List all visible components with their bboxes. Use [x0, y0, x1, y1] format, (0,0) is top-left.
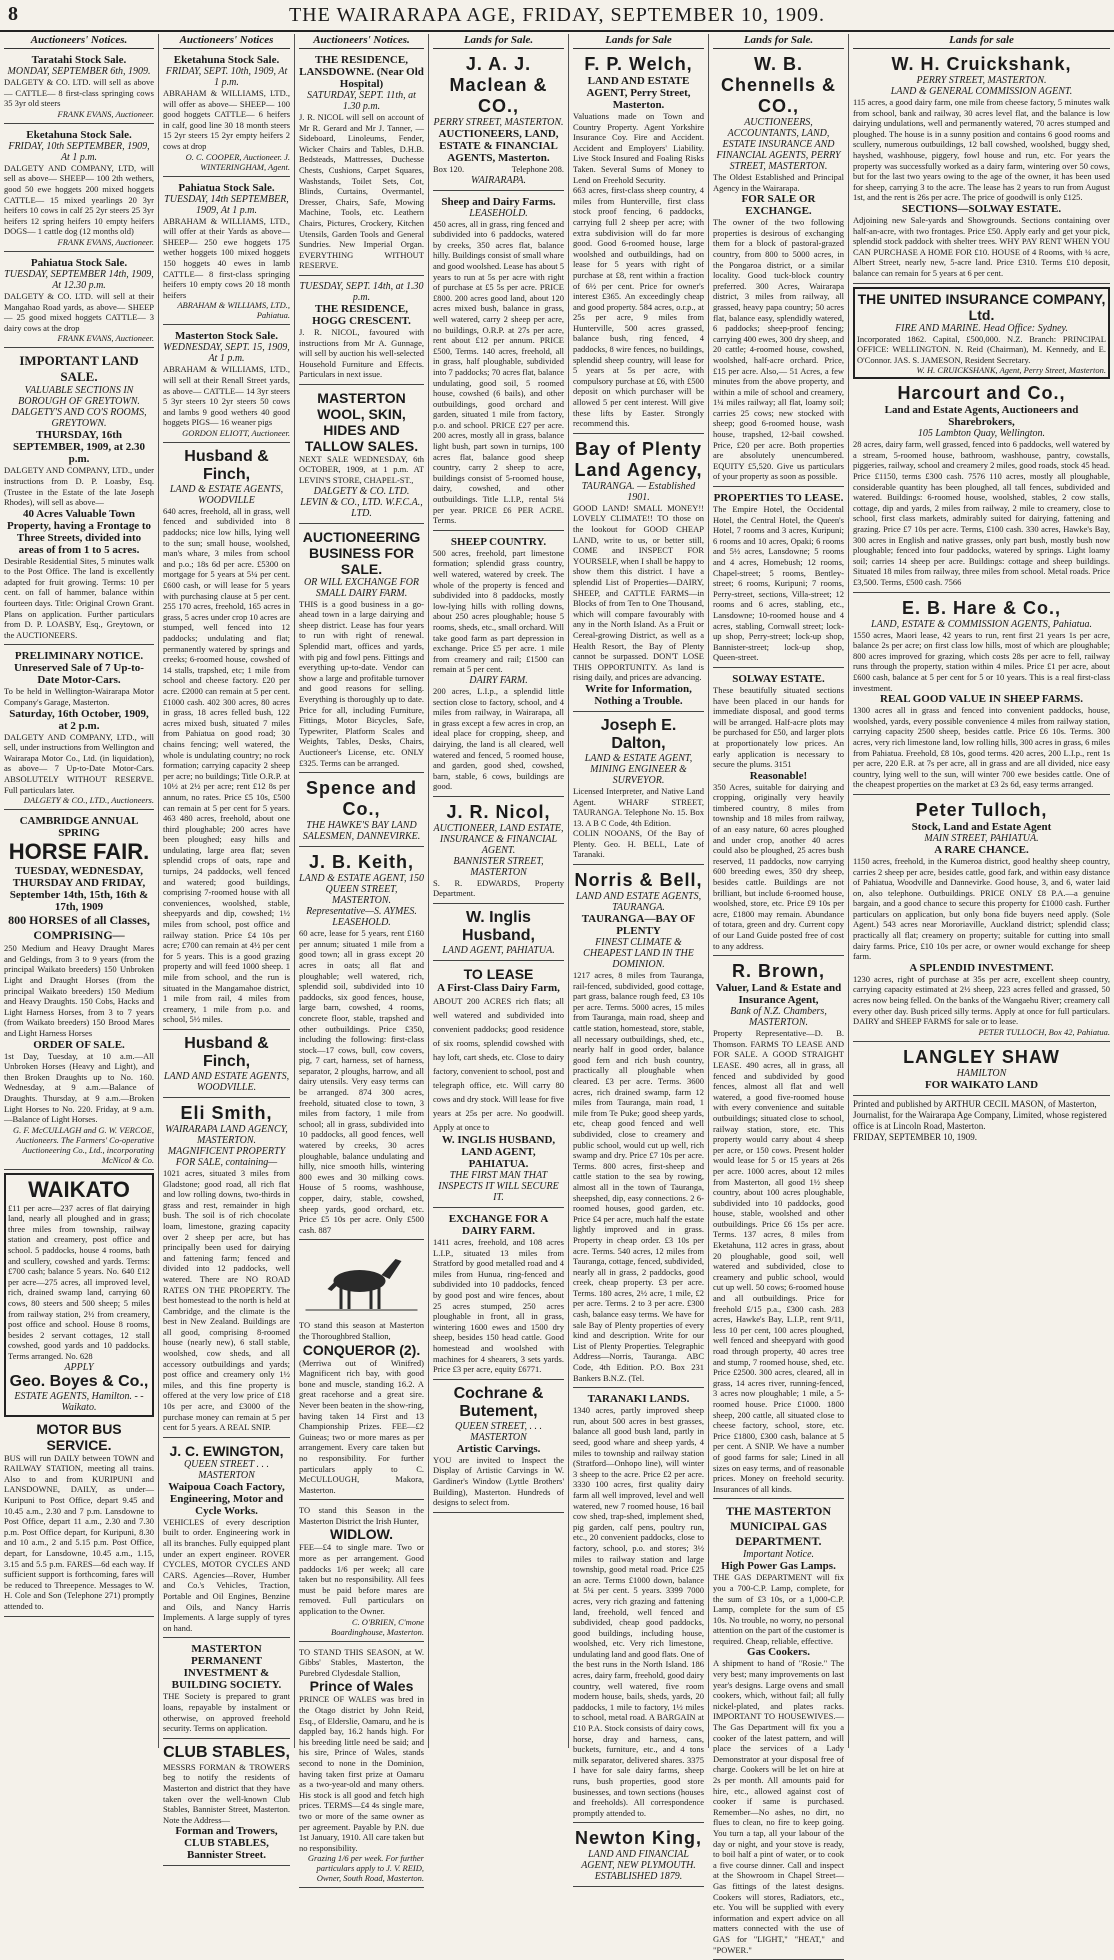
ad-subheading: PERRY STREET, MASTERTON.: [916, 75, 1047, 86]
ad-harcourt-co: [853, 381, 1110, 592]
ad-subheading: A First-Class Dairy Farm,: [437, 982, 560, 995]
ad-date: Saturday, 16th October, 1909, at 2 p.m.: [9, 707, 149, 732]
ad-heading: Eketahuna Stock Sale.: [26, 128, 132, 141]
ad-body: 1021 acres, situated 3 miles from Gladstone; good road, all rich flat and low rolling downs, two-thirds in grass and rest, remainder in high bush. The soil is of rich chocolate loam, limestone, grazing capacity over 2 sheep per acre, but has principally been used for dairying and fattening farm; fenced and divided into 12 paddocks, well watered. There are NO ROAD RATES ON THE PROPERTY. The best homestead to the north is held at Cambridge, and the climate is the best in New Zealand. Buildings are all good, comprising 8-roomed house (nearly new), 6 stall stable, woolshed, cow sheds, and all accessory outbuildings and yards; post office and creamery only 1½ miles, and this fine property is offered at the very low price of £18 10s per acre, and £3000 of the purchase money can remain at 5 per cent for 5 years. A REAL SNIP.: [163, 1167, 290, 1433]
ad-sheep-country: [433, 534, 564, 797]
ad-subheading: SECTIONS—SOLWAY ESTATE.: [901, 202, 1062, 215]
ad-signature: FRANK EVANS, Auctioneer.: [57, 236, 154, 247]
ad-heading: A RARE CHANCE.: [934, 843, 1029, 856]
ad-heading: Masterton Stock Sale.: [175, 330, 278, 343]
ad-body: DALGETY & CO. LTD. will sell at their Mangahao Road yards, as above— SHEEP— 25 good mixed hoggets CATTLE— 3 dairy cows at the drop: [4, 290, 154, 333]
masthead: [0, 0, 1114, 32]
ad-subheading: FIRE AND MARINE. Head Office: Sydney.: [895, 322, 1068, 334]
ad-body: DALGETY AND COMPANY, LTD., will sell, under instructions from Wellington and Wairarapa Motor Co., Ltd. (in liquidation), as above— 7 Up-to-Date Motor-Cars. ABSOLUTELY WITHOUT RESERVE. Full particulars later.: [4, 731, 154, 795]
ad-display-title: Joseph E. Dalton,: [600, 716, 677, 752]
ad-body: YOU are invited to Inspect the Display of Artistic Carvings in W. Gardiner's Window (Lyttle Brothers' Building), Masterton. Hundreds of designs to select from.: [433, 1454, 564, 1508]
ad-subheading: LAND & ESTATE AGENTS, WOODVILLE: [169, 483, 284, 506]
ad-signature: Grazing 1/6 per week. For further particulars apply to J. V. REID, Owner, South Road, Masterton.: [307, 1853, 424, 1884]
ad-body: Incorporated 1862. Capital, £500,000. N.Z. Branch: PRINCIPAL OFFICE: WELLINGTON. N. Reid (Chairman), M. Kennedy, and E. O'Connor. JAS. S. JAMESON, Resident Secretary.: [857, 333, 1106, 365]
section-heading: Lands for sale: [853, 34, 1110, 49]
ad-display-title: J. A. J. Maclean & CO.,: [449, 54, 548, 116]
ad-subheading: DAIRY FARM.: [469, 674, 528, 686]
ad-signature: O. C. COOPER, Auctioneer. J. WINTERINGHAM, Agent.: [185, 151, 290, 172]
ad-subheading: BANNISTER STREET, MASTERTON: [453, 855, 544, 878]
ad-joseph-dalton: [573, 715, 704, 865]
ad-display-title: CLUB STABLES,: [163, 1743, 290, 1761]
ad-display-title: THE MASTERTON MUNICIPAL GAS DEPARTMENT.: [725, 1504, 832, 1549]
ad-heading: Important Notice.: [742, 1549, 815, 1561]
ad-signature: G. F. McCULLAGH and G. W. VERCOE, Auctioneers. The Farmers' Co-operative Auctioneering Co., Ltd., incorporating McNicol & Co.: [13, 1124, 154, 1165]
ad-signature: COLIN NOOANS, Of the Bay of Plenty. Geo. H. BELL, Late of Taranaki.: [573, 828, 704, 860]
ad-subheading: PERRY STREET, MASTERTON.: [433, 117, 564, 128]
ad-display-title: Husband & Finch,: [184, 447, 269, 483]
ad-date: SATURDAY, SEPT. 11th, at 1.30 p.m.: [307, 90, 416, 112]
ad-subheading: FOR WAIKATO LAND: [924, 1078, 1039, 1091]
ad-subheading: MAGNIFICENT PROPERTY FOR SALE, containing—: [167, 1145, 286, 1168]
ad-display-title: AUCTIONEERING BUSINESS FOR SALE.: [302, 528, 421, 577]
ad-body: 450 acres, all in grass, ring fenced and subdivided into 6 paddocks, watered by creeks, 350 acres flat, balance hilly. Buildings consist of small whare and good woolshed. Lease has about 5 years to run at 5s per acre with right of purchase at £5 5s per acre. PRICE £800. 200 acres good land, about 120 acres mixed bush, balance in grass, well watered, carry 2 sheep per acre, no buildings, O.R.P. at 27s per acre, rent about £12 per annum. PRICE £500, Terms. 140 acres, freehold, all in grass, half ploughable, subdivided into 7 paddocks; 70 acres flat, balance undulating, good soil, 5 roomed house, cowshed (6 bails), and other outbuildings, good orchard and garden, situated 1 mile from factory, p.o. and school. PRICE £27 per acre. 200 acres, mostly all in grass, balance light bush, part sown in turnips, 100 acres flat, balance good sheep country, carry 2 sheep to acre, buildings consist of 5-roomed house, dairy, cowshed, and other outbuildings. Title L.I.P., rental 5¼ per year. PRICE £6 PER ACRE. Terms.: [433, 218, 565, 526]
ad-subheading: LAND AGENT, PAHIATUA.: [442, 945, 555, 957]
ad-heading: Taratahi Stock Sale.: [31, 54, 127, 66]
ad-subheading: LAND AND ESTATE AGENTS, TAURANGA.: [575, 891, 702, 914]
ad-order-heading: ORDER OF SALE.: [33, 1038, 125, 1051]
ad-chennells-co: [713, 52, 844, 487]
ad-signature: FRANK EVANS, Auctioneer.: [57, 333, 154, 344]
ad-heading: THE RESIDENCE, HOGG CRESCENT.: [312, 302, 411, 327]
ad-spence-co: [299, 776, 424, 847]
ad-display-title: THE UNITED INSURANCE COMPANY, Ltd.: [857, 290, 1106, 323]
ad-signature: PETER TULLOCH, Box 42, Pahiatua.: [978, 1026, 1110, 1037]
ad-signature: FRANK EVANS, Auctioneer.: [57, 108, 154, 119]
ad-to-lease-dairy-farm: [433, 964, 564, 1208]
ad-body: Adjoining new Sale-yards and Showgrounds. Sections containing over half-an-acre, with two frontages. Price £50. Apply early and get your pick, splendid stock paddock with shelter trees. WHY PAY RENT WHEN YOU CAN PURCHASE A HOME FOR £10. HOUSE of 4 Rooms, with ¼ acre, Albert Street, nearly new, 5-acre land. Price £310. Terms £10 deposit, balance can remain for 5 years at 6 per cent.: [853, 214, 1110, 278]
ad-heading: FOR SALE OR EXCHANGE.: [741, 193, 816, 218]
ad-subheading: LAND AND ESTATE AGENT, Perry Street, Masterton.: [586, 75, 691, 111]
ad-signature: S. R. EDWARDS, Property Department.: [433, 877, 564, 899]
ad-body: Property Representative—D. B. Thomson. FARMS TO LEASE AND FOR SALE. A GOOD STRAIGHT LEASE. 490 acres, all in grass, all fenced and subdivided by good fences, almost all flat and well watered, a good five-roomed house with every convenience and suitable outbuildings; situated close to school, railway station, store, etc. This property would carry about 4 sheep per acre, or 150 cows. Present holder would lease for 5 or 15 years at 26s per acre. 1000 acres, about 12 miles from Masterton, all good 1½ sheep country, about 100 acres ploughable, subdivided into 10 paddocks, good house, stable, woolshed and other outbuildings. Price £6 15s per acre. Terms. 137 acres, 8 miles from Eketahuna, 112 acres in grass, about 20 ploughable, good soil, well watered and subdivided, close to creamery and public school, would cut up well. 50 cows; 6-roomed house and all outbuildings. Price for freehold £/15 p.a., £300 cash. 283 acres, Hawke's Bay, L.I.P., rent 9/11, less 10 per cent, 100 acres ploughed, well fenced and sheepyard with good road through property, 40 acres tree and stump, 7 roomed house, shed, etc. Price £2500. 300 acres, cleared, all in grass, 14 acres river, running-fenced, 3 acres now ploughable; 1 mile, a 5-roomed house. Price £1000. 1800 sheep, 200 cattle, all situated close to cheese factory, school, store, etc. Price £1800, £300 cash, balance at 5 per cent. A SNIP. We have a number of good farms for sale; Lined in all sizes on easy terms, and of reasonable prices. Money on freehold security. Insurances of all kinds.: [713, 1028, 844, 1494]
ad-subheading: MAIN STREET, PAHIATUA.: [924, 832, 1039, 844]
ad-widlow-hunter: [299, 1503, 424, 1641]
printer-imprint: [853, 1099, 1110, 1143]
ad-body: Desirable Residential Sites, 5 minutes walk to the Post Office. The land is excellently adapted for fruit growing. Terms: 10 per cent. on fall of hammer, balance within fourteen days. Title: Original Crown Grant. Plans on application. Further particulars from D. P. LOASBY, Esq., Greytown, or the AUCTIONEERS.: [4, 555, 154, 640]
ad-subheading: AUCTIONEERS, ACCOUNTANTS, LAND, ESTATE INSURANCE AND FINANCIAL AGENTS, PERRY STREET, MASTERTON.: [716, 117, 841, 172]
ad-subheading: 105 Lambton Quay, Wellington.: [917, 428, 1046, 440]
ad-subheading: DALGETY'S AND CO'S ROOMS, GREYTOWN.: [11, 407, 147, 430]
ad-pahiatua-stock-sale: [163, 180, 290, 326]
ad-wool-skin-sales: [299, 388, 424, 524]
ad-solway-estate: [713, 671, 844, 956]
ad-subheading: VALUABLE SECTIONS IN BOROUGH OF GREYTOWN.: [18, 385, 140, 408]
ad-sheep-dairy-farms: [433, 194, 564, 531]
ad-display-title: W. B. Chennells & CO.,: [720, 54, 837, 116]
ad-subheading: OR WILL EXCHANGE FOR SMALL DAIRY FARM.: [303, 576, 420, 599]
ad-contact-row: [433, 164, 564, 175]
ad-motor-bus-service: [4, 1419, 154, 1617]
ad-gas-department: [713, 1502, 844, 1960]
ad-body: To be held in Wellington-Wairarapa Motor Company's Garage, Masterton.: [4, 686, 154, 708]
section-heading: Auctioneers' Notices.: [4, 34, 154, 49]
ad-subheading: ESTABLISHED 1879.: [594, 1871, 683, 1883]
ad-subheading: Bank of N.Z. Chambers, MASTERTON.: [730, 1006, 827, 1029]
ad-town: WAIRARAPA.: [471, 174, 526, 186]
ad-body: 28 acres, dairy farm, well grassed, fenced into 6 paddocks, well watered by a stream, 5-roomed house, bathroom, washhouse, pantry, cowstalls, piggeries, railway, school and creamery 2 miles, good roads, stock 45 head. Price £1150, terms £300 cash. 7576 110 acres, mostly all ploughable, considerable quantity has been ploughed, all tall fences, subdivided and watered. Buildings: 6-roomed house, woolshed, stables, 2 cow stalls, cottage, dip and yards, 2 miles from railway, 2 mile to creamery, close to school, first class markets, admirably suited for dairying, fattening and grazing. Price £7 10s per acre. Terms, £100 cash. 330 acres, Hawke's Bay, 300 acres in English and native grasses, only part bush, mostly bush now ploughable; fenced into four paddocks, watered by springs. Light loamy soil; carries 14 sheep per acre. Buildings: cottage and sheep buildings. Situated 18 miles from railway, three miles from school. Metal roads. Price £3,500. Terms, £500 cash. 7566: [853, 439, 1110, 587]
ad-norris-bell: [573, 868, 704, 1388]
ad-masterton-stock-sale: [163, 328, 290, 443]
ad-subheading: Reasonable!: [749, 769, 808, 782]
ad-body: NEXT SALE WEDNESDAY, 6th OCTOBER, 1909, at 1 p.m. AT LEVIN'S STORE, CHAPEL-ST.,: [299, 453, 424, 486]
ad-body: The Oldest Established and Principal Agency in the Wairarapa.: [713, 172, 844, 193]
ad-preliminary-notice: [4, 648, 154, 810]
ad-horse-fair: [4, 813, 154, 1170]
ad-display-title: Prince of Wales: [309, 1678, 414, 1695]
ad-display-title: R. Brown,: [732, 961, 825, 982]
ad-display-title: W. H. Cruickshank,: [891, 54, 1072, 74]
ad-stallion-conqueror: [299, 1243, 424, 1500]
ad-body: 663 acres, first-class sheep country, 4 miles from Hunterville, first class stock proof fencing, 6 paddocks, carrying full 2 sheep per acre; with extra subdivision will do far more good. Good 6-roomed house, large woolshed and outbuildings, had on lease for 5 years with right of purchase at £8, rent within a fraction of 6½ per cent. Price for owner's interest £365. An exceedingly cheap and good property. 584 acres, o.r.p., at 25s per acre, 9 miles from Hunterville, 500 acres grassed, balance bush, ring fenced, 4 paddocks, 8 wire fences, no buildings, splendid sheep country, will lease for 5 years at 5s per acre, with compulsory purchase at £6, with £500 deposit on which purchaser will be allowed 5 per cent interest. Will give these lifts by Easter. Strongly recommend this.: [573, 185, 704, 429]
ad-date: WEDNESDAY, SEPT. 15, 1909, At 1 p.m.: [163, 342, 290, 365]
ad-jb-keith: [299, 850, 424, 1240]
ad-subheading: LAND AND FINANCIAL AGENT, NEW PLYMOUTH.: [581, 1849, 696, 1872]
ad-tagline: Write for Information, Nothing a Trouble.: [585, 682, 692, 707]
ad-subheading: Valuer, Land & Estate and Insurance Agent,: [715, 982, 842, 1007]
ad-body: 500 acres, freehold, part limestone formation; splendid grass country, well watered, watered by creek. The whole of the property is fenced and subdivided into 8 paddocks, mostly low-lying hills with rolling downs, about 250 acres ploughable; house 5 rooms, sheds, etc., small orchard. Will take good farm as part depression in exchange. Price £5 per acre. 1 mile from creamery and rail; £1500 can remain at 5 per cent.: [433, 547, 564, 675]
ad-signature: DALGETY & CO., LTD., Auctioneers.: [23, 795, 154, 806]
ad-fp-welch: [573, 52, 704, 434]
ad-body: GOOD LAND! SMALL MONEY!! LOVELY CLIMATE!! TO those on the lookout for GOOD CHEAP LAND, write to us, or better still, COME and INSPECT FOR YOURSELF, when I shall be happy to show them this district. I have a splendid List of Properties—DAIRY, SHEEP, and CATTLE FARMS—in Blocks of from Ten to One Thousand, which will compare favourably with any in the North Island. As a Fruit or Cereal-growing District, as well as a Health Resort, the Bay of Plenty cannot be surpassed. DON'T LOSE THIS OPPORTUNITY. As land is rising daily, and prices are advancing.: [573, 502, 704, 683]
column-3: [294, 34, 428, 1884]
ad-body: 1150 acres, freehold, in the Kumeroa district, good healthy sheep country, carries 2 sheep per acre, besides cattle, good fark, and within easy distance of Pahiatua, Woodville and Dannevirke. Good house, 3, and 6, water laid on, also telephone. Outbuildings. PRICE ONLY £8 P.A.—a genuine bargain, and a good chance to secure this property for £1000 cash. Further particulars on application, but only bona fide buyers need apply. (Sole Agent.) 543 acres near Mororiaville, Auckland district; splendid class; practically all flat; creamery on property; suitable for cutting into small dairy farms. Price, £10 10s per acre, or owner would exchange for sheep farm.: [853, 855, 1110, 962]
ad-body: ABRAHAM & WILLIAMS, LTD., will offer as above— SHEEP— 100 good hoggets CATTLE— 6 heifers in calf, good line 30 18 month steers 15 2yr steers 15 2yr empty heifers 2 cows at drop: [163, 88, 290, 151]
ad-united-insurance: [853, 287, 1110, 380]
ad-display-title: F. P. Welch,: [584, 54, 693, 74]
ad-heading: Pahiatua Stock Sale.: [178, 181, 275, 194]
ad-body: FEE—£4 to single mare. Two or more as per arrangement. Good paddocks 1/6 per week; all care taken but no responsibility. All fees must be paid before mares are removed. Full particulars on application to the Owner.: [299, 1542, 424, 1617]
ad-date: TUESDAY, WEDNESDAY, THURSDAY AND FRIDAY, September 14th, 15th, 16th & 17th, 1909: [9, 865, 149, 914]
ad-body: 1411 acres, freehold, and 108 acres L.I.P., situated 13 miles from Stratford by good metalled road and 4 miles from Hunua, ring-fenced and subdivided into 10 paddocks, fenced by good post and wire fences, about 25 acres stumped, 250 acres ploughable in front, all in grass, wintering 1600 ewes and 1500 dry sheep, besides 150 head cattle. Good homestead and woolshed with machines for 4 shearers, 3 sets yards. Price £3 per acre, equity £6771.: [433, 1237, 564, 1375]
ad-heading: Eketahuna Stock Sale.: [173, 54, 280, 66]
ad-club-stables: [163, 1742, 290, 1867]
ad-eb-hare: [853, 596, 1110, 795]
ad-display-title: J. C. EWINGTON,: [169, 1442, 284, 1459]
ad-display-title: J. B. Keith,: [308, 852, 414, 873]
section-heading: Auctioneers' Notices.: [299, 34, 424, 49]
ad-heading: SOLWAY ESTATE.: [732, 672, 825, 685]
ad-subheading: FINEST CLIMATE & CHEAPEST LAND IN THE DOMINION.: [583, 937, 694, 971]
ad-body: 1st Day, Tuesday, at 10 a.m.—All Unbroken Horses (Heavy and Light), and then Broken Draughts up to No. 160. Wednesday, at 9 a.m.—Balance of Draughts. Thursday, at 9 a.m.—Broken Light Horses to No. 220. Friday, at 9 a.m.—Balance of Light Horses.: [4, 1050, 154, 1125]
column-7: [848, 34, 1114, 1748]
ad-subheading: LAND & ESTATE AGENT, MINING ENGINEER & SURVEYOR.: [584, 752, 693, 786]
ad-heading: EXCHANGE FOR A DAIRY FARM.: [448, 1213, 549, 1238]
ad-body: £11 per acre—237 acres of flat dairying land, nearly all ploughed and in grass; three miles from township, railway station and creamery, post office and school. 5 paddocks, house 4 rooms, bath and scullery, cowshed and yards. Terms: £700 cash; balance 5 years. No. 640 £12 per acre—275 acres, all improved level, rich, drained swamp land, carrying 60 cows, 80 steers and 500 sheep; 5 miles from railway station, 2½ from creamery, post office and school. House 8 rooms, besides 2 servant cottages, 12 stall cowshed, good yards and 10 paddocks. Terms arranged. No. 628: [8, 1202, 150, 1361]
ad-subheading: AUCTIONEERS, LAND, ESTATE & FINANCIAL AGENTS, Masterton.: [438, 128, 559, 164]
ad-heading: Pahiatua Stock Sale.: [30, 256, 128, 269]
ad-subheading: TAURANGA. — Established 1901.: [581, 480, 696, 503]
ad-signature: ABRAHAM & WILLIAMS, LTD., Pahiatua.: [177, 300, 290, 321]
ad-body: 60 acre, lease for 5 years, rent £160 per annum; situated 1 mile from a good town; all in grass except 20 acres in oats; all flat and ploughable; well watered, rich, splendid soil, subdivided into 10 paddocks, six good fences, house, large barn, cowshed, 4 rooms, concrete floor, stable, trapshed and other outbuildings. Price £350, including the following: first-class stock—17 cows, bull, cow covers, pig, 7 cart, harness, set of harness, separator, 2 ploughs, harrow, and all dairy utensils. Very easy terms can be arranged. 874 300 acres, freehold, situated close to town, 3 miles from factory, 1 mile from school; all in grass, subdivided into 10 paddocks, all good fences, well watered by creeks, 30 acres ploughable, balance undulating and hilly, nice smooth hills, wintering 800 ewes and 30 milking cows. House of 5 rooms, washhouse, copper, dairy, stable, cowshed, sheep yards, good orchard, etc. Price £5 10s per acre. Only £500 cash. 887: [299, 928, 424, 1235]
ad-pahiatua-stock-sale: [4, 255, 154, 348]
ad-body: ABRAHAM & WILLIAMS, LTD., will sell at their Renall Street yards, as above— CATTLE— 14 3yr steers 5 3yr steers 10 2yr steers 50 cows and lambs 9 good wethers 40 good hoggets PIGS— 16 weaner pigs: [163, 364, 290, 428]
ad-subheading: QUEEN STREET, . . . MASTERTON: [454, 1420, 543, 1443]
ad-body: 1300 acres all in grass and fenced into convenient paddocks, house, woolshed, yards, every possible convenience 4 miles from railway station, carrying capacity 2500 sheep, besides cattle. Price £6 10s. Terms. 300 acres, very rich limestone land, low rolling hills, 300 acres in grass, 6 miles from Pahiatua. Freehold, £8 10s, good terms. 420 acres, 200 L.I.p., rent 1s per acre, 220 E.R. at 7s per acre, all in grass and are all divided, nice easy country, lying well to the sun, will winter 700 ewe besides cattle. One of the cheapest properties on the market at £3 2s 6d, easy terms arranged.: [853, 705, 1110, 790]
ad-subheading: LEASEHOLD.: [469, 207, 528, 219]
ad-signature: Forman and Trowers, CLUB STABLES, Bannister Street.: [175, 1825, 278, 1862]
ad-body: ABRAHAM & WILLIAMS, LTD., will offer at their Yards as above— SHEEP— 250 ewe hoggets 175 wether hoggets 100 mixed hoggets 150 hoggets 40 ewes in lamb CATTLE— 8 first-class springing heifers 10 empty cows 20 18 month heifers: [163, 215, 290, 300]
ad-lansdowne-residence: [299, 52, 424, 276]
ad-body: 350 Acres, suitable for dairying and cropping, originally very heavily timbered country, 8 miles from township and 18 miles from railway, of an easy nature, 60 acres ploughed and under crop, another 40 acres could also be ploughed, 25 acres bush reserved, 11 paddocks, now carrying 600 breeding ewes, 350 dry sheep, besides cattle. Buildings are not brilliant, but include 6-roomed house, woolshed, store, etc. Price £9 10s per acre, £1800 may remain. Abundance of totara, green and dry. Current copy of our Land Guide posted free of cost to any address.: [713, 781, 844, 951]
ad-date: THURSDAY, 16th SEPTEMBER, 1909, at 2.30 p.m.: [12, 429, 145, 466]
ad-subheading: Waipoua Coach Factory, Engineering, Motor and Cycle Works.: [168, 1480, 285, 1517]
ad-body: 250 Medium and Heavy Draught Mares and Geldings, from 3 to 9 years (from the principal Waikato breeders) 150 Unbroken Light and Draught Horses (from the principal Waikato breeders) 150 Medium and Heavy Draughts. 150 Cobs, Hacks and Light Harness Horses, from 3 to 7 years (from Waikato breeders) 150 Brood Mares and Light Harness Horses: [4, 943, 154, 1038]
ad-subheading: High Power Gas Lamps.: [721, 1560, 836, 1573]
ad-display-title: Newton King,: [575, 1828, 702, 1849]
ad-display-title: W. Inglis Husband,: [462, 909, 535, 945]
ad-body: DALGETY AND COMPANY, LTD, will sell as above— SHEEP— 100 2th wethers, good 50 ewe hoggets 200 mixed hoggets CATTLE— 15 mixed yearlings 20 3yr heifers 10 cows in calf 25 2yr steers 25 3yr heifers 12 spring heifers 10 empty heifers DOGS— 1 cattle dog (12 months old): [4, 162, 154, 237]
newspaper-title: THE WAIRARAPA AGE, FRIDAY, SEPTEMBER 10, 1909.: [288, 3, 826, 26]
ad-body: 1217 acres, 8 miles from Tauranga, rail-fenced, subdivided, good cottage, part grass, balance rough feed, £3 10s per acre. Terms. 5000 acres, 15 miles from Tauranga, main road, sheep and cattle station, homestead, store, stable, all necessary outbuildings, shed, etc., nearly half in good order, balance good fern and rich bush country, practically all ploughable when cleared. £3 per acre. Terms. 3600 acres, rich drained swamp, farm 12 miles from Tauranga, main road, 1 mile from Te Puke; good sheep yards, etc, cheap good fenced and well subdivided, close to creamery and public school, would cut up well, rich swamp and dry. Price £7 10s per acre. Terms. 800 acres, first-sheep and cattle station to the sea by rowing, almost all in the town of Tauranga, sheepshed, dip, easy connections. 2 6-roomed houses, good garden, etc. Price £4 per acre, much half the estate lightly improved and in grass. Property in cheap order. £3 10s per acre. Terms. 540 acres, 12 miles from Tauranga, cottage, fenced, subdivided, nearly all in grass, 2 paddocks, good creek, cheap property. £3 per acre. Terms. 180 acres, 2½ acre, 1 mile, £2 per acre. Terms. 2 to 3 per acre. £300 cash, balance easy terms. We have for sale Bay of Plenty properties of every kind and description. Write for our List of Plenty Properties. Telegraphic Address—Norris, Tauranga. ABC Code, 4th Edition. P.O. Box 231 Bankers B.N.Z. (Tel.: [573, 970, 704, 1383]
ad-display-title: Cochrane & Butement,: [453, 1384, 544, 1420]
ad-eketahuna-stock-sale: [4, 127, 154, 252]
column-5: [568, 34, 708, 1883]
ad-heading: TARANAKI LANDS.: [587, 1393, 690, 1406]
ad-display-title: LANGLEY SHAW: [903, 1046, 1060, 1067]
ad-intro: TO STAND THIS SEASON, at W. Gibbs' Stables, Masterton, the Purebred Clydesdale Stallion,: [299, 1646, 424, 1678]
ad-display-title: J. R. Nicol,: [446, 801, 551, 822]
ad-signature: GORDON ELIOTT, Auctioneer.: [182, 427, 290, 438]
ad-display-title: E. B. Hare & Co.,: [901, 597, 1062, 618]
ad-prince-of-wales-stallion: [299, 1645, 424, 1889]
ad-body: PRINCE OF WALES was bred in the Otago district by John Reid, Esq., of Elderslie, Oamaru, and he is dappled bay, 16.2 hands high. For his breeding little need be said; and his sire, Prince of Wales, stands second to none in the Dominion, having taken first prize at Oamaru as a two-year-old and many others. His stock is all good and fetch high prices. TERMS—£4 4s single mare, two or more of the same owner as per agreement. Payable by P.N. due 1st January, 1910. All care taken but no responsibility.: [299, 1694, 424, 1853]
ad-date: TUESDAY, SEPT. 14th, at 1.30 p.m.: [299, 280, 424, 303]
ad-subheading: LAND, ESTATE & COMMISSION AGENTS, Pahiatua.: [871, 618, 1092, 630]
ad-heading: Gas Cookers.: [747, 1646, 810, 1659]
ad-date: FRIDAY, 10th SEPTEMBER, 1909, At 1 p.m.: [8, 140, 150, 163]
ad-body: THE Society is prepared to grant loans, repayable by instalment or otherwise, on approved freehold security. Terms on application.: [163, 1691, 290, 1734]
imprint-text: Printed and published by ARTHUR CECIL MASON, of Masterton, Journalist, for the Wairarapa Age Company, Limited, whose registered office is at Lincoln Road, Masterton.: [853, 1098, 1107, 1131]
ad-apply: APPLY: [64, 1361, 94, 1373]
ad-display-title: Eli Smith,: [180, 1102, 273, 1123]
ad-inglis-husband: [433, 907, 564, 961]
ad-maclean-co: [433, 52, 564, 191]
ad-body: (Merriwa out of Winifred) Magnificent rich bay, with good bone and muscle, standing 16.2. A great racehorse and a great sire. Never been beaten in the show-ring, having taken 14 First and 13 Championship Prizes. FEE—£2 Guineas; two or more mares as per arrangement. Every care taken but no responsibility. For further particulars apply to C. McCULLOUGH, Makora, Masterton.: [299, 1357, 424, 1495]
ad-signature: W. H. CRUICKSHANK, Agent, Perry Street, Masterton.: [916, 365, 1106, 376]
ad-display-title: Norris & Bell,: [574, 870, 703, 891]
ad-eketahuna-stock-sale: [163, 52, 290, 177]
ad-langley-shaw: [853, 1045, 1110, 1096]
ad-body: 640 acres, freehold, all in grass, well fenced and subdivided into 8 paddocks; nice low hills, lying well to the sun; small house, woolshed, man's whare, 3 miles from school and p.o.; 18s 6d per acre. £5300 on mortgage for 5 years at 5¼ per cent. £600 cash, or will lease for 5 years with purchasing clause at 5 per cent. 255 170 acres, freehold, 165 acres in grass, 5 acres under crop 10 acres are stumped, well fenced into 12 paddocks; undulating and flat; permanently watered by springs and creeks; 6-roomed house, cowshed of 14 stalls, trapshed, etc; 1 mile from school and cheese factory. £20 per acre. £2000 can remain at 5 per cent. £1000 cash. 402 300 acres, 80 acres in grass, 18 acres felled bush, 122 acres mixed bush, situated 7 miles from Pahiatua on good road; 30 chains fencing; well watered, the whole is undulating country; no rock formation; carrying capacity 2 sheep per acre; no buildings; Title O.R.P. at 10½ at 2½ per acre; rent £12 8s per annum, no rates. Price £5 10s, £500 can remain at 5 per cent for 5 years. 463 480 acres, freehold, about one third ploughable; 200 acres have been ploughed; easy hills and undulating, large area flat; seven splendid crops of oats, rape and turnips, 24 paddocks, well fenced and watered; good buildings, comprising 7-roomed house with all conveniences, woolshed, stable, sheepyards and dip, cowshed; 1½ miles from school, post office and railway station. Price £4 10s per acre; £700 can remain at 4½ per cent for 5 years. This is a good grazing property and will feed 1000 sheep. 1 mile from school, and the run is situated in the Mangamahoe district, 1 mile from rail, 4 miles from creamery, 1 mile from p.o. and school, 5½ miles.: [163, 505, 290, 1025]
ad-subheading: Land and Estate Agents, Auctioneers and Sharebrokers,: [884, 404, 1079, 429]
ad-subheading: Stock, Land and Estate Agent: [911, 820, 1052, 833]
ad-display-title: MASTERTON WOOL, SKIN, HIDES AND TALLOW SALES.: [304, 389, 419, 454]
ad-body: VEHICLES of every description built to order. Engineering work in all its branches. Fully equipped plant under an expert engineer. ROVER CYCLES, MOTOR CYCLES AND CARS. Agencies—Rover, Humber and Co.'s Vehicles, Traction, Portable and Oil Engines, Benzine and Oils, and Nancy Harris Implements. A large supply of tyres on hand.: [163, 1516, 290, 1633]
ad-body: J. R. NICOL, favoured with instructions from Mr A. Gunnage, will sell by auction his well-selected Household Furniture and Effects. Particulars in next issue.: [299, 326, 424, 380]
ad-newton-king: [573, 1826, 704, 1887]
ad-date: TUESDAY, SEPTEMBER 14th, 1909, At 12.30 p.m.: [4, 268, 154, 291]
ad-subheading: THE HAWKE'S BAY LAND SALESMEN, DANNEVIRKE.: [302, 820, 421, 843]
ad-body: THE GAS DEPARTMENT will fix you a 700-C.P. Lamp, complete, for the sum of £3 10s, or a 1,000-C.P. Lamp, complete for the sum of £5 10s. No trouble, no worry, no personal attention on the part of the customer is required. Cheap, reliable, effective.: [713, 1572, 845, 1646]
ad-body: J. R. NICOL will sell on account of Mr R. Gerard and Mr J. Tanner, —Sideboard, Linoleums, Fender, Wicker Chairs and Tables, D.H.B. Bedsteads, Mattresses, Duchesse Chests, Cushions, Carpet Squares, Washstands, Toilet Sets, Cot, Blinds, Curtains, Overmantel, Dresser, Chairs, Safe, Mowing Machine, Tools, etc. Leathern Chairs, Pictures, Crockery, Kitchen Utensils, Garden Tools and General Sundries. New Imperial Organ. EVERYTHING WITHOUT RESERVE.: [299, 112, 424, 271]
ad-body: The owner of the two following properties is desirous of exchanging them for a block of pastoral-grazed country, from 800 to 5000 acres, in the Pongaroa district, or a similar locality. Good tuck-block country preferred. 300 Acres, Wairarapa district, 3 miles from railway, all grassed, heavy papa country; 50 acres flat, balance easy, splendidly watered, 6 paddocks; sheep-proof fencing; carrying 400 ewes, 300 dry sheep, and 20 cattle; 4-roomed house, cowshed, woolshed, half-acre orchard. Price, £15 per acre. Also,— 51 Acres, a few minutes from the above property, and within a mile of school and creamery, 1¼ miles railway; all flat, loamy soil; carries 25 cows; new stocked with sheep; good 6-roomed house, wash house, trapshed, 12-bail cowshed. Price, £20 per acre. Both properties are absolutely unencumbered. EQUITY £5,520. Give us particulars of your property as soon as possible.: [713, 217, 844, 482]
ad-husband-finch-footer: [163, 1033, 290, 1098]
ad-body: These beautifully situated sections have been placed in our hands for immediate disposal, and good terms will be arranged. Half-acre plots may be purchased for £50, and larger plots at proportionately low prices. An early application is necessary to secure the plums. 3151: [713, 684, 844, 770]
ad-heading: CAMBRIDGE ANNUAL SPRING: [19, 815, 139, 840]
ad-intro: TO stand this Season in the Masterton District the Irish Hunter,: [299, 1505, 424, 1526]
section-heading: Lands for Sale.: [713, 34, 844, 49]
ad-signature: C. O'BRIEN, C'mone Boardinghouse, Masterton.: [331, 1616, 424, 1637]
imprint-date: FRIDAY, SEPTEMBER 10, 1909.: [853, 1131, 978, 1142]
ad-date: MONDAY, SEPTEMBER 6th, 1909.: [7, 66, 151, 77]
ad-display-title: CONQUEROR (2).: [302, 1341, 421, 1358]
column-1: [0, 34, 158, 1748]
horse-illustration: [299, 1245, 424, 1315]
ad-body: ABOUT 200 ACRES rich flats; all well watered and subdivided into convenient paddocks; good residence of six rooms, splendid cowshed with hay loft, cart sheds, etc. Close to dairy factory, convenient to school, post and telegraph office, etc. Will carry 80 cows and dry stock. Will lease for five years at 25s per acre. No goodwill. Apply at once to: [433, 996, 564, 1133]
ad-heading: IMPORTANT LAND SALE.: [19, 353, 139, 385]
ad-heading: PRELIMINARY NOTICE.: [14, 650, 144, 663]
ad-heading: TAURANGA—BAY OF PLENTY: [581, 913, 696, 938]
ad-display-title: MOTOR BUS SERVICE.: [36, 1420, 122, 1453]
ad-date: TUESDAY, 14th SEPTEMBER, 1909, At 1 p.m.: [164, 193, 289, 216]
ad-intro: TO stand this season at Masterton the Thoroughbred Stallion,: [299, 1320, 424, 1341]
ad-husband-finch: [163, 446, 290, 1030]
ad-display-title: Peter Tulloch,: [915, 799, 1048, 820]
ad-body: THIS is a good business in a go-ahead town in a large dairying and sheep district. Lease has four years to run with right of renewal. Splendid mart, offices and yards, with pig and fowl pens. Fittings and everything up-to-date. Vendor can show a large and profitable turnover and good reasons for selling. Everything is thoroughly up to date. Price for all, including Furniture, Fittings, Motor Bicycles, Safe, Typewriter, Platform Scales and Weights, Tables, Desks, Chairs, Auctioneer's License, etc. ONLY £325. Terms can be arranged.: [299, 598, 424, 768]
ad-subheading: LAND & ESTATE AGENT, 150 QUEEN STREET, MASTERTON.: [299, 873, 424, 907]
ad-display-title: WAIKATO: [28, 1176, 130, 1202]
ad-cochrane-butement: [433, 1383, 564, 1513]
ad-r-brown: [713, 959, 844, 1499]
ad-display-title: Spence and Co.,: [305, 778, 418, 820]
ad-heading: Artistic Carvings.: [456, 1442, 541, 1455]
ad-heading: Sheep and Dairy Farms.: [441, 195, 556, 208]
ad-body: DALGETY AND COMPANY, LTD., under instructions from D. P. Loasby, Esq. (Trustee in the Estate of the late Joseph Rhodes), will sell as above—: [4, 465, 154, 508]
ad-body: Licensed Interpreter, and Native Land Agent. WHARF STREET, TAURANGA. Telephone No. 15. Box 13. A B C Code, 4th Edition.: [573, 785, 704, 828]
ad-subheading: WAIRARAPA LAND AGENCY, MASTERTON.: [165, 1123, 288, 1146]
ad-count: 800 HORSES of all Classes, COMPRISING—: [8, 913, 150, 943]
ad-body: 115 acres, a good dairy farm, one mile from cheese factory, 5 minutes walk from school, bank and railway, 30 acres level flat, and the balance is low dairying undulations, well and permanently watered, 70 acres stumped and ploughed. The house is in a sunny position and contains 6 good rooms and scullery, numerous outbuildings, 12 ball cowshed, woolshed, buggy shed, hayshed, washhouse, piggery, fowl house and run, etc. For years the property was successfully worked as a dairy farm, wintering over 50 cows, but for the last two years owing to the age of the owner, it has been used for sheep, carrying 3 to the acre. The lease has 2 years to run from August 1st, and the rent is 26s per acre. The price of goodwill is only £125.: [853, 97, 1110, 203]
ad-body: BUS will run DAILY between TOWN and RAILWAY STATION, meeting all trains. Also to and from KURIPUNI and LANSDOWNE, DAILY, as under— Kuripuni to Post Office, depart 9.45 and 10.45 a.m., 2.30 and 7 p.m. Lansdowne to Post Office, depart 11 a.m., 2.30 and 7.30 p.m. Post Office depart, for Kuripuni, 8.30 and 10 a.m., 2 and 5.15 p.m. Post Office, depart, for Lansdowne, 10.45 a.m., 1.15, 3.15 and 5.5 p.m. FARES—6d each way. If sufficient support is forthcoming, fares will be reduced to Threepence. Messages to W. H. Cole and Son (Telephone 271) promptly attended to.: [4, 1452, 154, 1611]
ad-subheading: QUEEN STREET . . . MASTERTON: [183, 1458, 270, 1481]
ad-body: 200 acres, L.I.p., a splendid little section close to factory, school, and 4 miles from railway, in Wairarapa, all in grass except a few acres in crop, an ideal place for cropping, sheep, and dairying, the land is all cleared, well watered and fenced, 5 roomed house, and garden, good shed, cowshed, barn, stable, 6 cows, buildings are good.: [433, 685, 564, 792]
ad-heading: SHEEP COUNTRY.: [450, 535, 547, 548]
ad-date: FRIDAY, SEPT. 10th, 1909, At 1 p.m.: [165, 66, 288, 88]
ad-taranaki-lands: [573, 1391, 704, 1823]
ad-box: Box 120.: [433, 164, 465, 174]
ad-signature: W. INGLIS HUSBAND, LAND AGENT, PAHIATUA.: [441, 1134, 556, 1171]
ad-building-society: [163, 1641, 290, 1738]
page-number: 8: [8, 3, 18, 25]
section-heading: Lands for Sale.: [433, 34, 564, 49]
section-heading: Auctioneers' Notices: [163, 34, 290, 49]
ad-waikato-land: [4, 1173, 154, 1417]
ad-body: DALGETY & CO. LTD. will sell as above— CATTLE— 8 first-class springing cows 35 3yr old steers: [4, 77, 154, 109]
ad-jr-nicol: [433, 800, 564, 904]
ad-body: A shipment to hand of "Rosie." The very best; many improvements on last year's designs. Large ovens and small cookers, which, without fail; all fully nickel-plated, and plates racks. IMPORTANT TO HOUSEWIVES.—The Gas Department will fix you a cooker of the latest pattern, and will place the services of a Lady Demonstrator at your disposal free of charge. Cookers will be let on hire at 2s per month. All amounts paid for hire, etc., allowed against cost of cooker if same is purchased. Remember—No ashes, no dirt, no flues to clean, no fire to keep going. You turn a tap, all your labour of the day or night, and your stove is ready, to boil half a pint of water, or to cook a five course dinner. Call and inspect at the Showroom in Chapel Street—Gas fittings of the latest designs. Cookers will stores, Radiators, etc., etc. You will be supplied with every information and expert advice on all matters connected with the use of GAS for "LIGHT," "HEAT," and "POWER.": [713, 1658, 844, 1955]
ad-agent-name: Geo. Boyes & Co.,: [9, 1372, 149, 1390]
ad-display-title: TO LEASE: [463, 966, 534, 983]
ad-feature: 40 Acres Valuable Town Property, having a Frontage to Three Streets, divided into areas of from 1 to 5 acres.: [6, 507, 152, 556]
ad-display-title: Harcourt and Co.,: [897, 383, 1066, 404]
ad-body: The Empire Hotel, the Occidental Hotel, the Central Hotel, the Queen's Hotel, 7 rooms and 3 acres, Kuripuni; 6 rooms and 10 acres, Opaki; 6 rooms and 5½ acres, Lansdowne; 5 rooms and 4 acres, Homebush; 12 rooms, Chapel-street; 5 rooms, Bentley-street; 6 rooms, Kuripuni; 7 rooms, Perry-street, sections, Villa-street; 12 rooms and 6 acres, stabling, etc., Lansdowne; 10-roomed house and 4 acres, stabling, Cornwall street; lock-up shop, Perry-street; lock-up shop, Bannister-street; lock-up shop, Queen-street.: [713, 504, 844, 663]
column-2: [158, 34, 294, 1862]
ad-tagline: THE FIRST MAN THAT INSPECTS IT WILL SECURE IT.: [438, 1170, 559, 1204]
ad-subheading: AUCTIONEER, LAND ESTATE, INSURANCE & FINANCIAL AGENT.: [433, 822, 564, 856]
ad-subheading: LAND & GENERAL COMMISSION AGENT.: [890, 86, 1073, 97]
ad-subheading: REAL GOOD VALUE IN SHEEP FARMS.: [880, 693, 1083, 706]
column-6: [708, 34, 848, 1955]
ad-exchange-dairy-farm: [433, 1211, 564, 1380]
ad-heading: A SPLENDID INVESTMENT.: [909, 961, 1054, 974]
ad-subheading: HAMILTON: [956, 1067, 1007, 1079]
ad-heading: MASTERTON PERMANENT INVESTMENT & BUILDING SOCIETY.: [171, 1643, 282, 1692]
ad-body: 1340 acres, partly improved sheep run, about 500 acres in best grasses, balance all good bush land, partly in seed, good whare and sheep yards, 4 miles to township and railway station (Stratford—Onhopo line), will winter 3 sheep to the acre. Price £2 per acre. 3330 100 acres, first quality dairy farm all well improved, level and well watered, new 7 roomed house, 16 bail cow shed, trap-shed, implement shed, pig garden, calf pens, poultry run, etc., 20 convenient paddocks, close to factory, school, p.o. and stores; 3½ miles to railway station and large township, good metal road. Price £25 an acre. Terms £1000 down, balance at 5¼ per cent. 5 years. 3399 7000 acres, very rich grazing and fattening land, freehold, well fenced and subdivided, cheap good paddocks, good buildings, including house, woolshed, etc. Very rich limestone, undulating land and good flats. One of the best runs in the North Island. 186 acres, dairy farm, freehold, good dairy country, well watered, five room modern house, bails, sheds, yards, 20 paddocks, 1 mile to factory, 1½ miles to school, metal road. A BARGAIN at £10 P.A. Stock consists of dairy cows, horse, dray and harness, cans, buckets, furniture, etc., and 4 tons milk separator, delivered shares. 3375 I have for sale dairy farms, sheep runs, bush properties, good store businesses, and town sections (houses and freeholds). All correspondence promptly attended to.: [573, 1405, 705, 1818]
ad-ewington: [163, 1441, 290, 1639]
ad-display-title: WIDLOW.: [330, 1526, 393, 1543]
ad-display-title: Bay of Plenty Land Agency,: [574, 438, 703, 480]
ad-body: 1230 acres, right of purchase at 35s per acre, excellent sheep country, carrying capacity estimated at 2½ sheep, 223 acres felled and grassed, 50 acres now being felled. On the banks of the Wangaehu River; creamery call every other day. Bush priced silly terms. Apply at once for full particulars. DAIRY and SHEEP FARMS for sale or to lease.: [853, 973, 1110, 1027]
ad-important-land-sale: [4, 351, 154, 645]
ad-signature: DALGETY & CO. LTD. LEVIN & CO., LTD. W.F.C.A., LTD.: [300, 485, 423, 519]
ad-display-title: Husband & Finch,: [184, 1034, 269, 1070]
ad-body: MESSRS FORMAN & TROWERS beg to notify the residents of Masterton and district that they have taken over the well-known Club Stables, Bannister Street, Masterton. Note the Address—: [163, 1761, 290, 1825]
ad-telephone: Telephone 208.: [511, 164, 564, 174]
ad-bay-of-plenty: [573, 437, 704, 712]
ad-eli-smith: [163, 1101, 290, 1438]
ad-peter-tulloch: [853, 798, 1110, 1042]
ad-agent-address: ESTATE AGENTS, Hamilton. - - Waikato.: [14, 1390, 144, 1413]
ad-properties-to-lease: [713, 490, 844, 668]
ad-hogg-crescent-residence: [299, 279, 424, 385]
ad-cruickshank: [853, 52, 1110, 284]
ad-auctioneering-business: [299, 527, 424, 774]
column-4: [428, 34, 568, 1748]
ad-taratahi-stock-sale: [4, 52, 154, 124]
ad-body: 1550 acres, Maori lease, 42 years to run, rent first 21 years 1s per acre, balance 2s per acre; on first class low hills, most of which are ploughable; 800 acres improved for grazing, which costs 28s per acre to fell, railway runs through the property, station within 4 miles. Price £1 per acre, about £600 cash, balance at 5 per cent for 5 or 10 years. This is a real first-class investment.: [853, 629, 1110, 693]
ad-heading: PROPERTIES TO LEASE.: [713, 492, 844, 505]
ad-body: Valuations made on Town and Country Property. Agent Yorkshire Insurance Coy. Fire and Accident. Accident and Employers' Liability. Live Stock Insured and Foaling Risks Taken. Several Sums of Money to Lend on Freehold Security.: [573, 111, 704, 185]
ad-display-title: HORSE FAIR.: [8, 839, 150, 865]
ad-heading: THE RESIDENCE, LANSDOWNE. (Near Old Hospital): [299, 54, 424, 90]
ad-subheading: Representative—S. AYMES. LEASEHOLD.: [306, 906, 417, 929]
ad-subheading: LAND AND ESTATE AGENTS, WOODVILLE.: [163, 1070, 290, 1093]
ad-subheading: Unreserved Sale of 7 Up-to-Date Motor-Cars.: [14, 662, 144, 687]
section-heading: Lands for Sale: [573, 34, 704, 49]
